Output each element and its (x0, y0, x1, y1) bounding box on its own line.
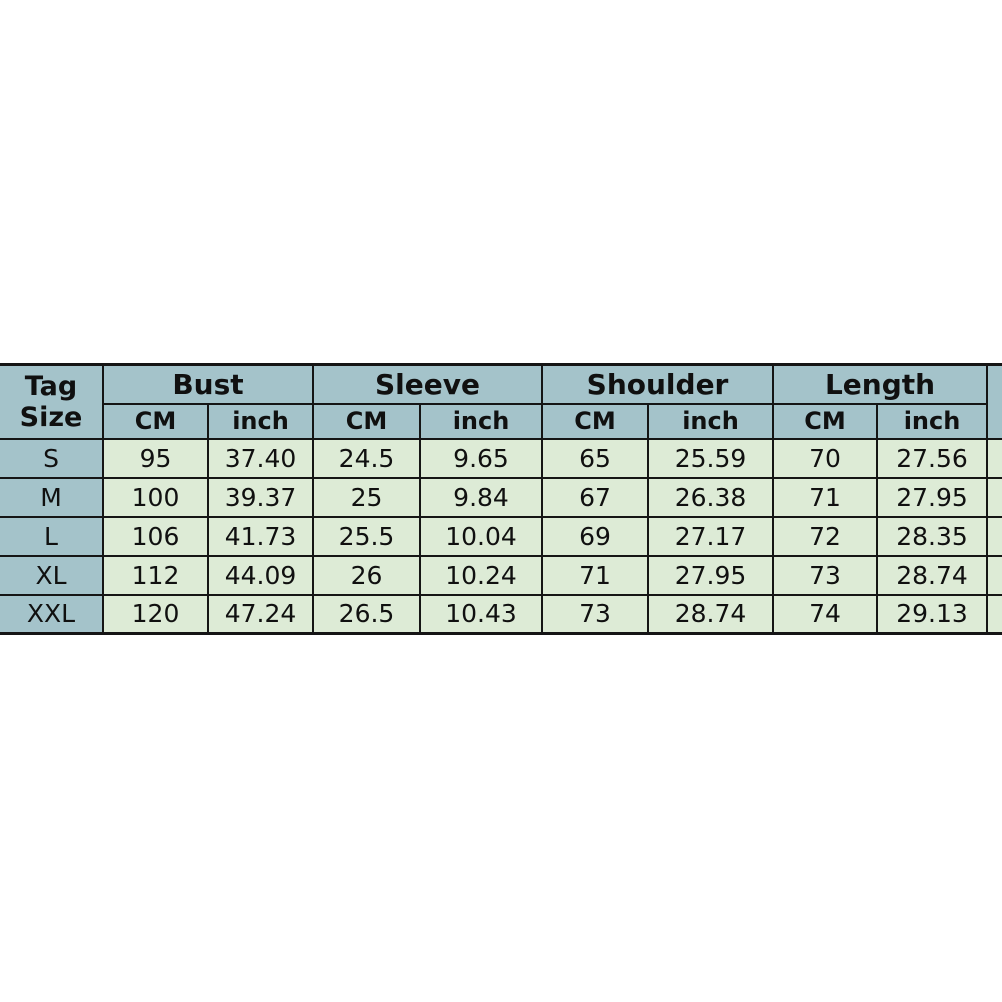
header-group-row (0, 365, 1002, 404)
data-cell: 10.43 (420, 595, 542, 634)
data-cell: 25 (313, 478, 420, 517)
table-row-l (0, 517, 1002, 556)
data-cell: 39.37 (208, 478, 313, 517)
data-cell: 24.5 (313, 439, 420, 478)
data-cell: 26 (313, 556, 420, 595)
unit-header-shoulder-inch: inch (648, 404, 773, 439)
row-tag: XL (0, 556, 103, 595)
unit-header-length-cm: CM (773, 404, 877, 439)
data-cell: 70 (773, 439, 877, 478)
data-cell: 27.95 (648, 556, 773, 595)
data-cell: 74 (773, 595, 877, 634)
table-row-m (0, 478, 1002, 517)
data-cell: 25.5 (313, 517, 420, 556)
cropped-edge-sliver (987, 439, 1002, 478)
data-cell: 112 (103, 556, 208, 595)
cropped-edge-sliver (987, 517, 1002, 556)
data-cell: 28.74 (648, 595, 773, 634)
data-cell: 47.24 (208, 595, 313, 634)
corner-header-line1: Tag (24, 370, 78, 402)
data-cell: 73 (542, 595, 648, 634)
data-cell: 28.35 (877, 517, 987, 556)
cropped-edge-sliver (987, 556, 1002, 595)
data-cell: 41.73 (208, 517, 313, 556)
data-cell: 10.24 (420, 556, 542, 595)
data-cell: 27.56 (877, 439, 987, 478)
row-tag: M (0, 478, 103, 517)
cropped-edge-sliver-header (987, 365, 1002, 439)
data-cell: 29.13 (877, 595, 987, 634)
data-cell: 37.40 (208, 439, 313, 478)
cropped-edge-sliver (987, 595, 1002, 634)
table-row-xl (0, 556, 1002, 595)
data-cell: 27.17 (648, 517, 773, 556)
data-cell: 9.65 (420, 439, 542, 478)
unit-header-shoulder-cm: CM (542, 404, 648, 439)
group-header-bust: Bust (103, 365, 313, 404)
data-cell: 106 (103, 517, 208, 556)
unit-header-length-inch: inch (877, 404, 987, 439)
table-row-xxl (0, 595, 1002, 634)
unit-header-bust-cm: CM (103, 404, 208, 439)
row-tag: S (0, 439, 103, 478)
group-header-sleeve: Sleeve (313, 365, 542, 404)
data-cell: 26.38 (648, 478, 773, 517)
data-cell: 71 (773, 478, 877, 517)
data-cell: 67 (542, 478, 648, 517)
corner-header-tag-size (0, 365, 103, 439)
data-cell: 65 (542, 439, 648, 478)
data-cell: 120 (103, 595, 208, 634)
data-cell: 95 (103, 439, 208, 478)
unit-header-sleeve-inch: inch (420, 404, 542, 439)
data-cell: 9.84 (420, 478, 542, 517)
group-header-shoulder: Shoulder (542, 365, 773, 404)
data-cell: 100 (103, 478, 208, 517)
cropped-edge-sliver (987, 478, 1002, 517)
header-unit-row (0, 404, 1002, 439)
data-cell: 10.04 (420, 517, 542, 556)
size-chart-table (0, 363, 1002, 635)
data-cell: 28.74 (877, 556, 987, 595)
data-cell: 27.95 (877, 478, 987, 517)
group-header-length: Length (773, 365, 987, 404)
corner-header-line2: Size (19, 401, 83, 433)
data-cell: 71 (542, 556, 648, 595)
data-cell: 25.59 (648, 439, 773, 478)
unit-header-sleeve-cm: CM (313, 404, 420, 439)
data-cell: 44.09 (208, 556, 313, 595)
row-tag: XXL (0, 595, 103, 634)
data-cell: 73 (773, 556, 877, 595)
data-cell: 69 (542, 517, 648, 556)
data-cell: 72 (773, 517, 877, 556)
table-row-s (0, 439, 1002, 478)
row-tag: L (0, 517, 103, 556)
data-cell: 26.5 (313, 595, 420, 634)
unit-header-bust-inch: inch (208, 404, 313, 439)
